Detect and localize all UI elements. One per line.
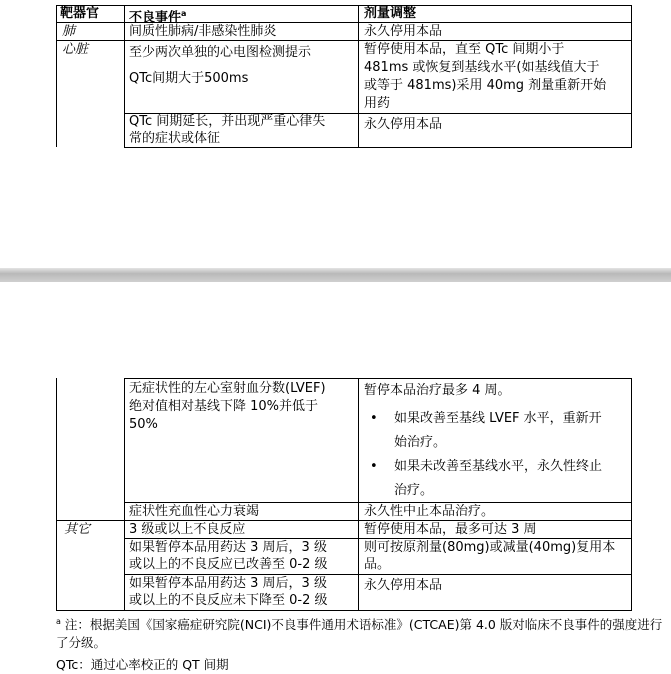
- dose-qtc: 永久停用本品: [364, 117, 443, 132]
- dose-heart-line-1: 暂停使用本品，直至 QTc 间期小于: [364, 42, 565, 57]
- event-heart-line-1: 至少两次单独的心电图检测提示: [129, 45, 312, 60]
- header-dose: 剂量调整: [364, 6, 417, 21]
- footnote-a-text-1: 注：根据美国《国家癌症研究院(NCI)不良事件通用术语标准》(CTCAE)第 4.0 版对临床不良事件的强度进行: [64, 617, 663, 633]
- dose-improved-line-2: 品。: [364, 557, 391, 572]
- event-not-improved-line-1: 如果暂停本品用药达 3 周后，3 级: [129, 576, 327, 591]
- dose-heart-line-2: 481ms 或恢复到基线水平(如基线值大于: [364, 60, 600, 75]
- footnote-a-line-2: 了分级。: [56, 635, 107, 650]
- event-chf: 症状性充血性心力衰竭: [129, 504, 260, 519]
- footnote-a-mark: a: [56, 617, 61, 626]
- dose-lvef-bullet-1-line-1: 如果改善至基线 LVEF 水平，重新开: [394, 411, 602, 426]
- footnote-qtc: QTc：通过心率校正的 QT 间期: [56, 657, 229, 672]
- header-organ: 靶器官: [60, 6, 100, 21]
- event-qtc-line-2: 常的症状或体征: [129, 131, 221, 146]
- footnote-a-line-1: [56, 613, 662, 634]
- bullet-1: •: [370, 411, 378, 426]
- dose-heart-line-3: 或等于 481ms)采用 40mg 剂量重新开始: [364, 78, 607, 93]
- event-lvef-line-1: 无症状性的左心室射血分数(LVEF): [129, 381, 326, 396]
- page-separator: [0, 268, 671, 282]
- event-lvef-line-3: 50%: [129, 417, 158, 432]
- event-improved-line-2: 或以上的不良反应已改善至 0-2 级: [129, 557, 328, 572]
- dose-grade3: 暂停使用本品，最多可达 3 周: [364, 522, 537, 537]
- organ-lung: 肺: [62, 24, 76, 39]
- event-heart-line-2: QTc间期大于500ms: [129, 71, 249, 86]
- organ-heart: 心脏: [62, 42, 89, 57]
- dose-lung: 永久停用本品: [364, 24, 443, 39]
- organ-other: 其它: [64, 522, 91, 537]
- event-grade3: 3 级或以上不良反应: [129, 522, 246, 537]
- header-event-note: a: [181, 9, 187, 18]
- dose-chf: 永久性中止本品治疗。: [364, 504, 495, 519]
- dose-improved-line-1: 则可按原剂量(80mg)或减量(40mg)复用本: [364, 540, 616, 555]
- dose-not-improved: 永久停用本品: [364, 578, 443, 593]
- dose-lvef-bullet-2-line-2: 治疗。: [394, 483, 434, 498]
- event-qtc-line-1: QTc 间期延长，并出现严重心律失: [129, 114, 326, 129]
- event-lvef-line-2: 绝对值相对基线下降 10%并低于: [129, 399, 319, 414]
- dose-heart-line-4: 用药: [364, 96, 391, 111]
- event-not-improved-line-2: 或以上的不良反应未下降至 0-2 级: [129, 593, 328, 608]
- dose-lvef-intro: 暂停本品治疗最多 4 周。: [364, 383, 511, 398]
- event-improved-line-1: 如果暂停本品用药达 3 周后，3 级: [129, 540, 327, 555]
- dose-lvef-bullet-1-line-2: 始治疗。: [394, 435, 447, 450]
- header-event-label: 不良事件: [129, 10, 182, 26]
- bullet-2: •: [370, 459, 378, 474]
- dose-lvef-bullet-2-line-1: 如果未改善至基线水平，永久性终止: [394, 459, 603, 474]
- event-lung: 间质性肺病/非感染性肺炎: [129, 24, 277, 39]
